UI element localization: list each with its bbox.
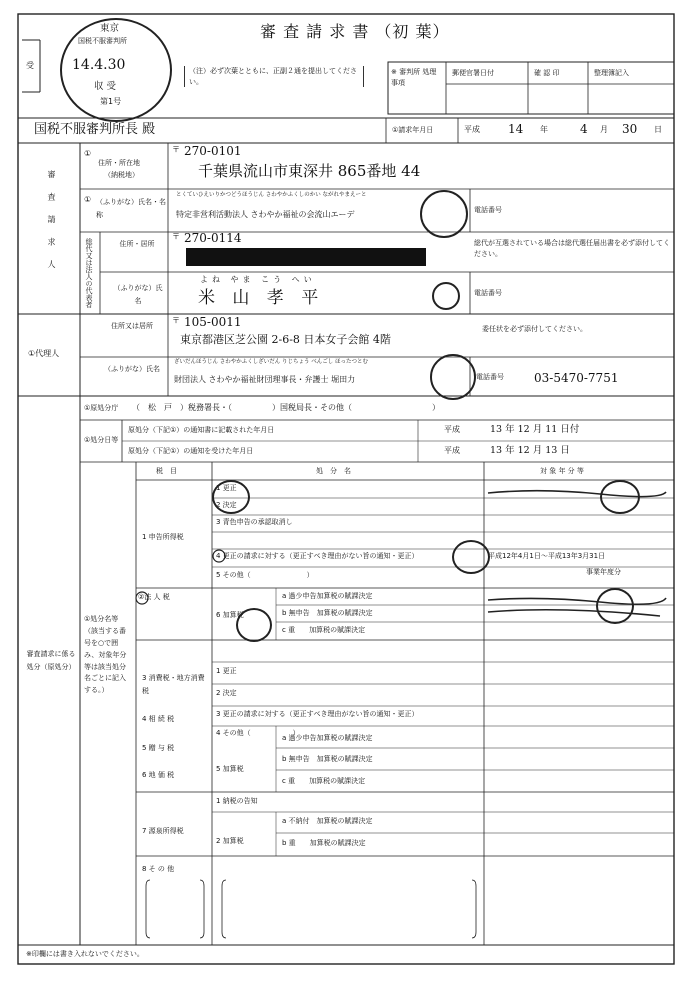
agent-seal xyxy=(430,354,476,400)
stamp-line-1: 東京 xyxy=(100,23,120,34)
stamp-line-2: 国税不服審判所 xyxy=(78,37,127,45)
cons-item-4: 4 その他（ ） xyxy=(216,729,300,737)
margin-mark: 受 xyxy=(26,61,34,70)
agent-section-label: ①代理人 xyxy=(28,349,60,358)
income-item-4: 4 更正の請求に対する（更正すべき理由がない旨の通知・更正） xyxy=(216,552,419,560)
withholding-addtax-a: a 不納付 加算税の賦課決定 xyxy=(282,817,373,825)
agent-address-label: 住所又は居所 xyxy=(111,322,153,330)
corp-item-b: b 無申告 加算税の賦課決定 xyxy=(282,609,373,617)
postal-mark: 〒 xyxy=(172,145,180,154)
requester-address: 千葉県流山市東深井 865番地 44 xyxy=(198,162,421,180)
cons-item-1: 1 更正 xyxy=(216,667,237,675)
notice-date-text: 原処分（下記①）の通知書に記載された年月日 xyxy=(128,426,275,434)
income-item-3: 3 青色申告の承認取消し xyxy=(216,518,293,526)
corp-item-c: c 重 加算税の賦課決定 xyxy=(282,626,366,634)
agent-postal-code: 105-0011 xyxy=(184,315,242,329)
cons-item-2: 2 決定 xyxy=(216,689,237,697)
requester-section-label: 審 査 請 求 人 xyxy=(47,170,56,275)
office-label: ①原処分庁 xyxy=(84,404,119,412)
office-col-postmark: 郵便官署日付 xyxy=(452,69,494,77)
agent-phone-label: 電話番号 xyxy=(476,373,504,381)
cons-addtax-c: c 重 加算税の賦課決定 xyxy=(282,777,366,785)
withholding-addtax-b: b 重 加算税の賦課決定 xyxy=(282,839,366,847)
rep-name: 米 山 孝 平 xyxy=(198,288,325,308)
corp-item-a: a 過少申告加算税の賦課決定 xyxy=(282,592,373,600)
office-value: （ 松 戸 ）税務署長・（ ）国税局長・その他（ ） xyxy=(132,403,440,412)
postal-code: 270-0101 xyxy=(184,144,242,158)
stamp-line-5: 第1号 xyxy=(100,97,122,106)
rep-name-furigana: よね やま こう へい xyxy=(200,275,316,284)
request-date-year: 14 xyxy=(508,122,524,136)
footer-note: ※印欄には書き入れないでください。 xyxy=(26,950,144,958)
request-date-month: 4 xyxy=(580,122,588,136)
rep-address-redacted xyxy=(186,248,426,266)
rep-address-label: 住所・居所 xyxy=(119,240,155,248)
rep-phone-label: 電話番号 xyxy=(474,289,502,297)
income-seal-2 xyxy=(600,480,640,514)
income-period-sub: 事業年度分 xyxy=(586,568,621,576)
page-title: 審 査 請 求 書 （初 葉） xyxy=(260,22,450,41)
gift-label: 5 贈 与 税 xyxy=(142,744,175,752)
request-date-day-unit: 日 xyxy=(654,125,662,134)
agent-name: 財団法人 さわやか福祉財団理事長・弁護士 堀田力 xyxy=(174,375,356,384)
corp-seal-1 xyxy=(236,608,272,642)
col-header-period: 対 象 年 分 等 xyxy=(540,467,584,475)
received-era: 平成 xyxy=(444,446,460,455)
rep-side-label: 総代又は法人の代表者 xyxy=(85,238,93,308)
withholding-item-1: 1 納税の告知 xyxy=(216,797,258,805)
land-label: 6 地 価 税 xyxy=(142,771,175,779)
name-label: （ふりがな）氏名・名称 xyxy=(96,198,166,219)
agent-address: 東京都港区芝公園 2-6-8 日本女子会館 4階 xyxy=(180,333,391,346)
cons-addtax-label: 5 加算税 xyxy=(216,765,244,773)
instruction-note xyxy=(184,66,364,87)
withholding-addtax-label: 2 加算税 xyxy=(216,837,244,845)
disposition-label: ①処分名等（該当する番号を○で囲み、対象年分等は該当処分名ごとに記入する。） xyxy=(84,615,127,695)
received-date: 13 年 12 月 13 日 xyxy=(490,445,570,456)
agent-note: 委任状を必ず添付してください。 xyxy=(482,325,587,333)
requester-seal xyxy=(420,190,468,238)
office-use-label: ※ 審判所 処理事項 xyxy=(391,68,437,87)
inheritance-label: 4 相 続 税 xyxy=(142,715,175,723)
income-seal-1 xyxy=(212,480,250,514)
addressee: 国税不服審判所長 殿 xyxy=(34,122,156,137)
agent-name-furigana: ざいだんほうじん さわやかふくしざいだん りじちょう べんごし ほったつとむ xyxy=(174,359,368,365)
request-date-month-unit: 月 xyxy=(600,125,608,134)
request-date-year-unit: 年 xyxy=(540,125,548,134)
income-tax-label: 1 申告所得税 xyxy=(142,533,184,541)
request-date-era: 平成 xyxy=(464,125,480,134)
income-seal-3 xyxy=(452,540,490,574)
disposition-section-label: 審査請求に係る処分（原処分） xyxy=(26,650,76,672)
stamp-line-4: 収 受 xyxy=(94,81,117,92)
cons-addtax-b: b 無申告 加算税の賦課決定 xyxy=(282,755,373,763)
corp-tax-label: ②法 人 税 xyxy=(138,593,170,601)
col-header-disposition: 処 分 名 xyxy=(316,467,351,475)
phone-label: 電話番号 xyxy=(474,206,502,214)
rep-seal xyxy=(432,282,460,310)
income-period: 平成12年4月1日～平成13年3月31日 xyxy=(488,552,606,560)
name-num: ① xyxy=(84,195,92,204)
address-label: 住所・所在地 xyxy=(98,159,140,167)
office-col-confirm: 確 認 印 xyxy=(534,69,560,77)
consumption-label: 3 消費税・地方消費税 xyxy=(142,674,205,695)
reception-stamp xyxy=(60,18,172,122)
agent-postal-mark: 〒 xyxy=(172,316,180,325)
corp-seal-2 xyxy=(596,588,634,624)
request-date-day: 30 xyxy=(622,122,638,136)
agent-phone: 03-5470-7751 xyxy=(534,371,619,385)
stamp-line-3: 14.4.30 xyxy=(72,57,126,73)
withholding-label: 7 源泉所得税 xyxy=(142,827,184,835)
date-label: ①処分日等 xyxy=(84,436,119,444)
rep-note: 総代が互選されている場合は総代選任届出書を必ず添付してください。 xyxy=(474,239,670,259)
col-header-tax: 税 目 xyxy=(156,467,177,475)
rep-postal-mark: 〒 xyxy=(172,232,180,241)
notice-date: 13 年 12 月 11 日付 xyxy=(490,424,580,435)
cons-addtax-a: a 過少申告加算税の賦課決定 xyxy=(282,734,373,742)
other-label: 8 そ の 他 xyxy=(142,865,175,873)
agent-name-label: （ふりがな）氏名 xyxy=(104,365,160,373)
requester-name: 特定非営利活動法人 さわやか福祉の会流山エーデ xyxy=(176,210,355,219)
income-item-1: 1 更正 xyxy=(216,484,237,492)
office-col-register: 整理簿記入 xyxy=(594,69,629,77)
rep-postal-code: 270-0114 xyxy=(184,231,242,245)
rep-name-label: （ふりがな）氏名 xyxy=(113,284,163,305)
corp-addtax-label: 6 加算税 xyxy=(216,611,244,619)
name-furigana: とくていひえいりかつどうほうじん さわやかふくしのかい ながれやまえーと xyxy=(176,192,367,198)
request-date-label: ①請求年月日 xyxy=(392,126,434,134)
received-date-text: 原処分（下記①）の通知を受けた年月日 xyxy=(128,447,254,455)
address-sub: （納税地） xyxy=(104,171,139,179)
instruction-text: （注）必ず次葉とともに、正副２通を提出してください。 xyxy=(189,67,357,86)
cons-item-3: 3 更正の請求に対する（更正すべき理由がない旨の通知・更正） xyxy=(216,710,419,718)
notice-era: 平成 xyxy=(444,425,460,434)
address-num: ① xyxy=(84,149,92,158)
income-item-2: 2 決定 xyxy=(216,501,237,509)
income-item-5: 5 その他（ ） xyxy=(216,571,314,579)
